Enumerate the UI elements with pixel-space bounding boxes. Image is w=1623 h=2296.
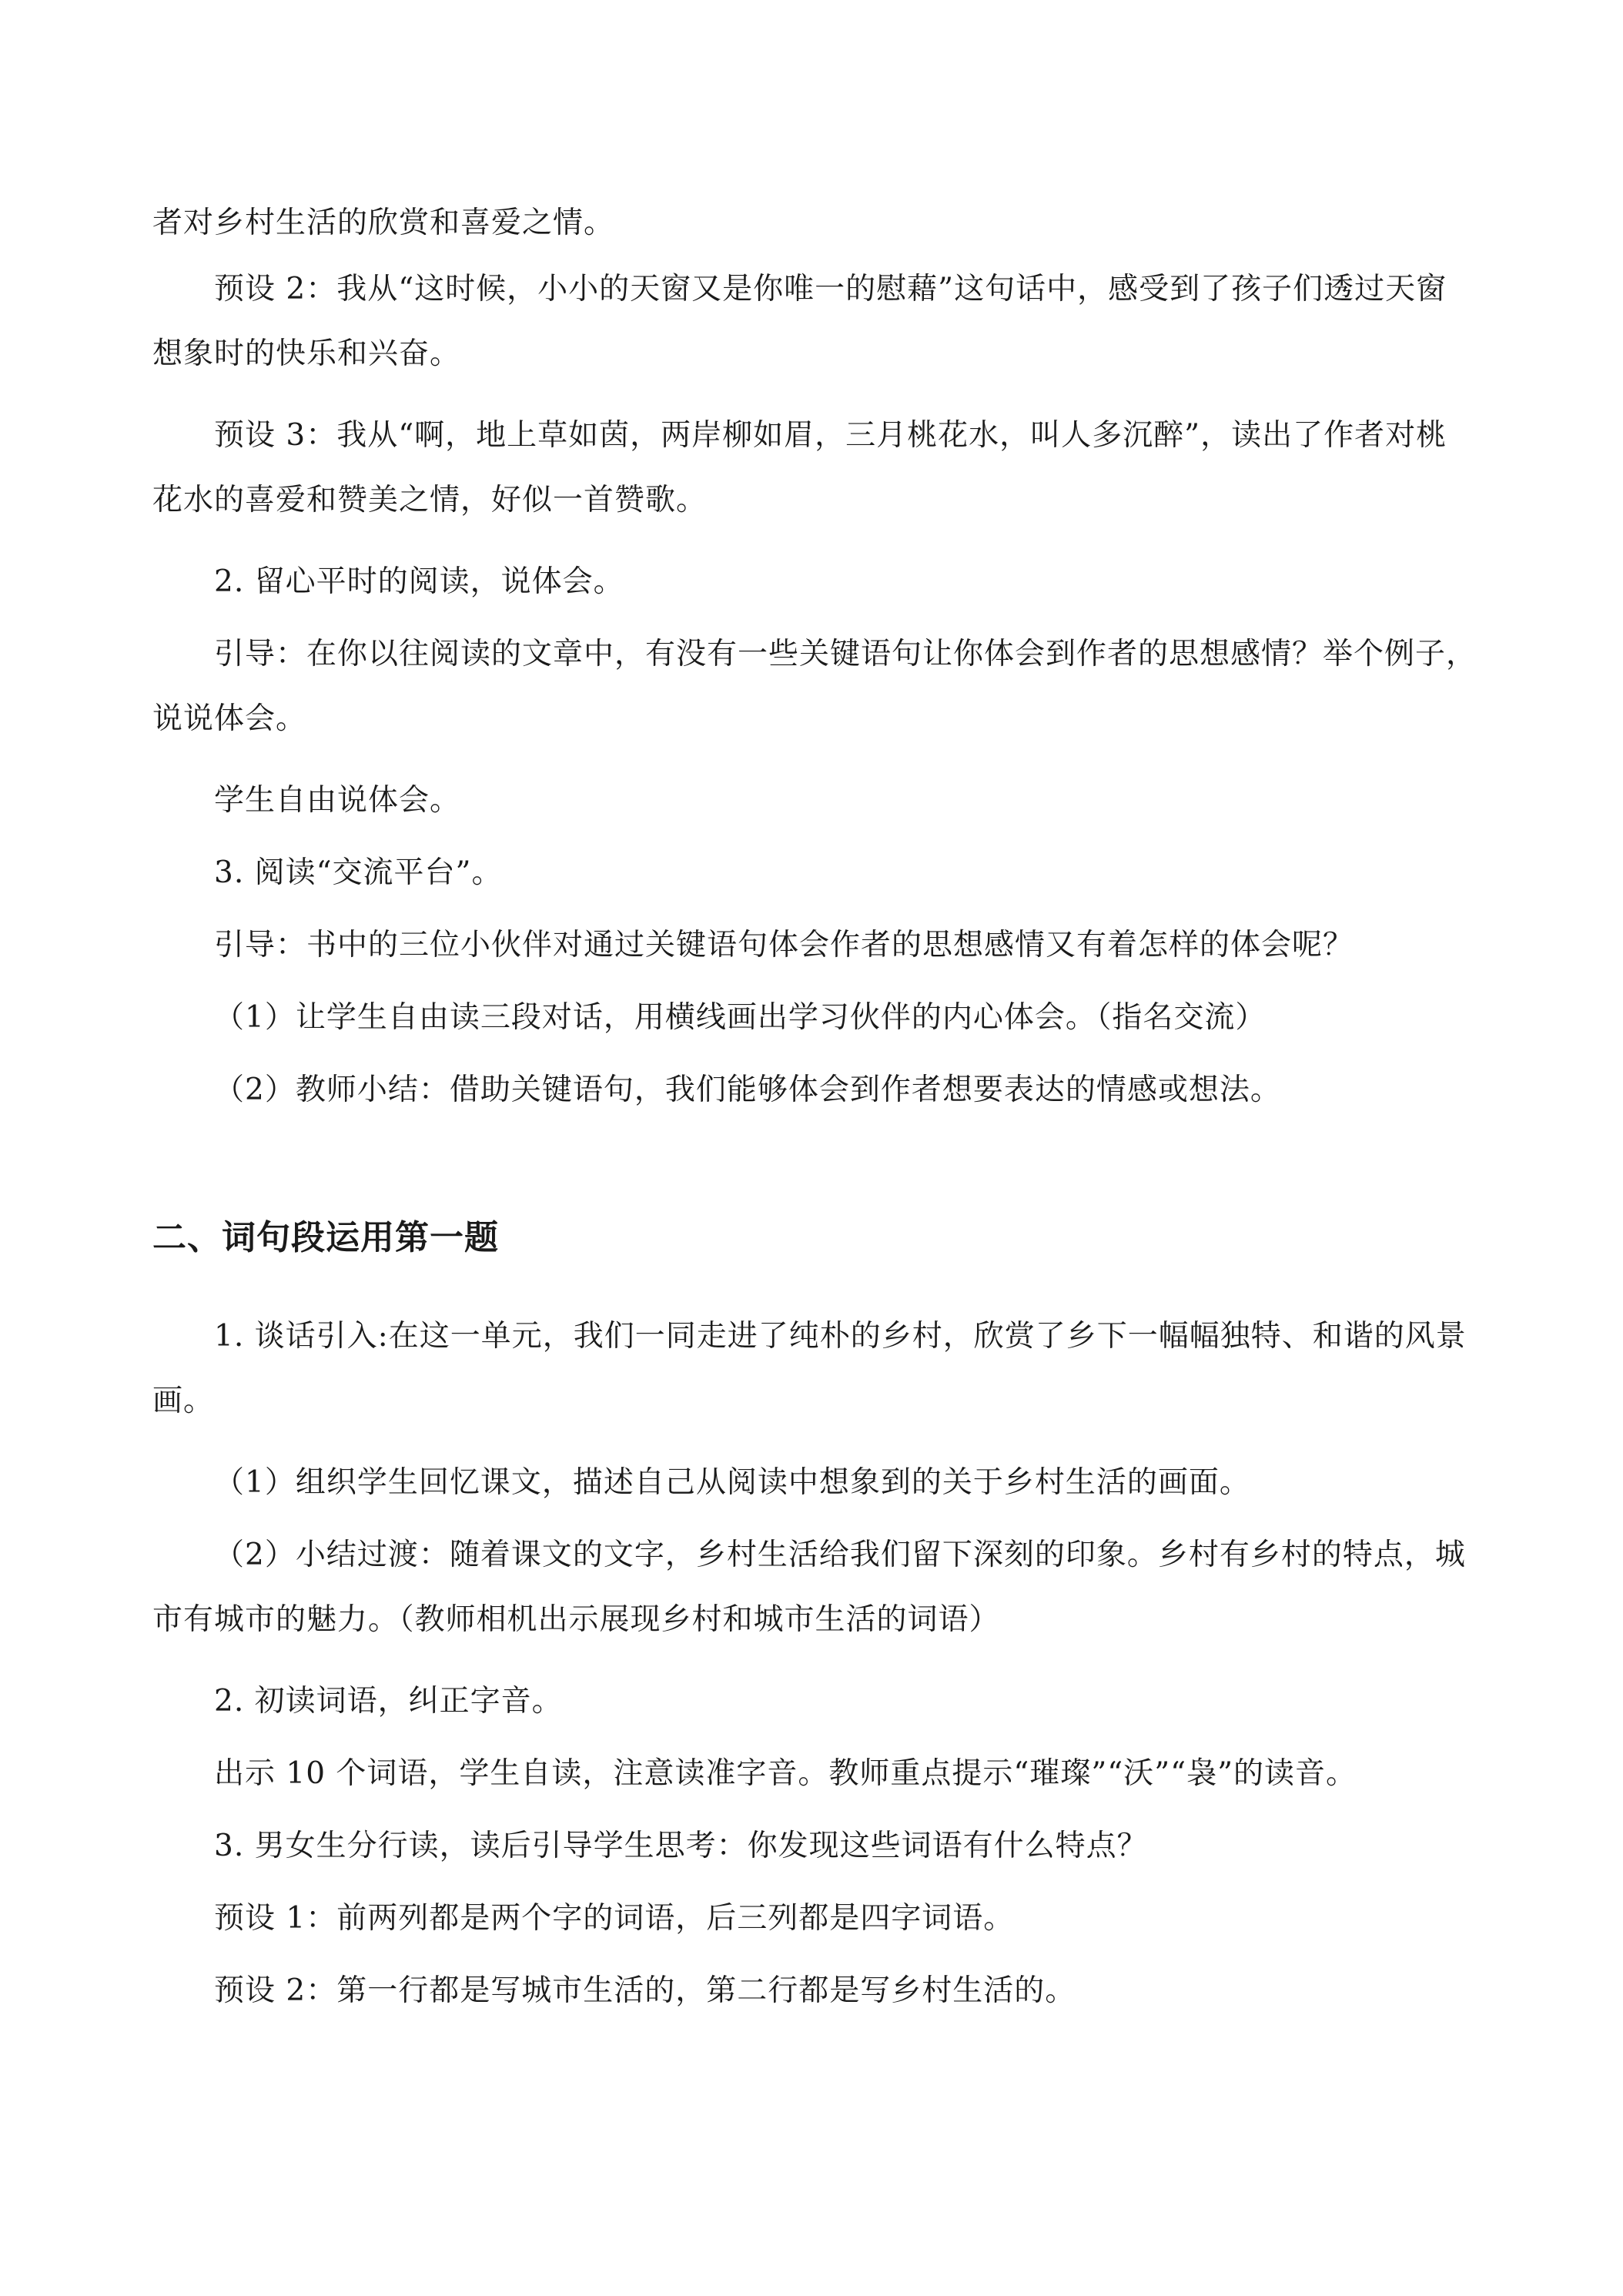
paragraph-guide-1: 引导：在你以往阅读的文章中，有没有一些关键语句让你体会到作者的思想感情？举个例子，说说体会。: [152, 637, 1477, 736]
paragraph-intro-sub-1: （1）组织学生回忆课文，描述自己从阅读中想象到的关于乡村生活的画面。: [214, 1465, 1250, 1500]
paragraph-intro: 1. 谈话引入:在这一单元，我们一同走进了纯朴的乡村，欣赏了乡下一幅幅独特、和谐的风景画。: [152, 1319, 1467, 1418]
paragraph-group-read: 3. 男女生分行读，读后引导学生思考：你发现这些词语有什么特点？: [214, 1829, 1148, 1863]
paragraph-guide-2: 引导：书中的三位小伙伴对通过关键语句体会作者的思想感情又有着怎样的体会呢？: [214, 928, 1354, 962]
paragraph-preset-2: 预设 2：我从“这时候，小小的天窗又是你唯一的慰藉”这句话中，感受到了孩子们透过天窗想象时的快乐和兴奋。: [152, 272, 1447, 371]
paragraph-sub-1: （1）让学生自由读三段对话，用横线画出学习伙伴的内心体会。（指名交流）: [214, 1000, 1267, 1035]
paragraph-show-words: 出示 10 个词语，学生自读，注意读准字音。教师重点提示“璀璨”“沃”“袅”的读音。: [214, 1756, 1357, 1791]
paragraph-continuation: 者对乡村生活的欣赏和喜爱之情。: [152, 206, 615, 240]
paragraph-preset-a: 预设 1：前两列都是两个字的词语，后三列都是四字词语。: [214, 1901, 1015, 1936]
paragraph-student-share: 学生自由说体会。: [214, 783, 461, 818]
paragraph-step-read-words: 2. 初读词语，纠正字音。: [214, 1684, 563, 1719]
paragraph-sub-2: （2）教师小结：借助关键语句，我们能够体会到作者想要表达的情感或想法。: [214, 1073, 1281, 1107]
paragraph-step-3: 3. 阅读“交流平台”。: [214, 855, 503, 890]
paragraph-preset-b: 预设 2：第一行都是写城市生活的，第二行都是写乡村生活的。: [214, 1973, 1076, 2008]
paragraph-step-2: 2. 留心平时的阅读，说体会。: [214, 564, 624, 599]
paragraph-intro-sub-2: （2）小结过渡：随着课文的文字，乡村生活给我们留下深刻的印象。乡村有乡村的特点，城市有城市的魅力。（教师相机出示展现乡村和城市生活的词语）: [152, 1538, 1466, 1637]
paragraph-preset-3: 预设 3：我从“啊，地上草如茵，两岸柳如眉，三月桃花水，叫人多沉醉”，读出了作者对桃花水的喜爱和赞美之情，好似一首赞歌。: [152, 418, 1447, 517]
section-heading: 二、词句段运用第一题: [152, 1218, 499, 1257]
